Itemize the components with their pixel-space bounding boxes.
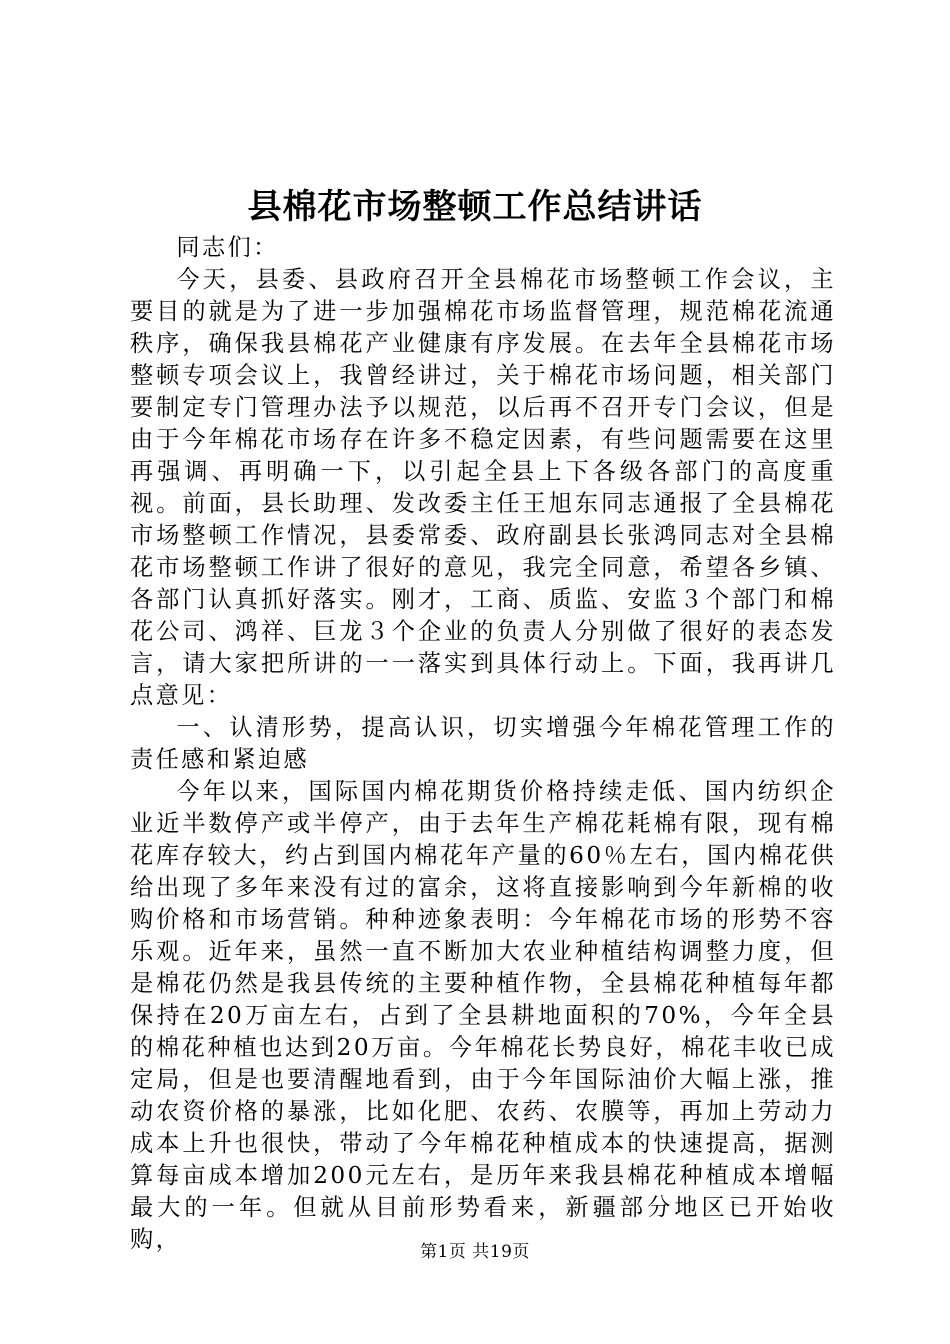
document-body [130, 232, 836, 1256]
intro-paragraph: 今天，县委、县政府召开全县棉花市场整顿工作会议，主要目的就是为了进一步加强棉花市场监督管理，规范棉花流通秩序，确保我县棉花产业健康有序发展。在去年全县棉花市场整顿专项会议上，我曾经讲过，关于棉花市场问题，相关部门要制定专门管理办法予以规范，以后再不召开专门会议，但是由于今年棉花市场存在许多不稳定因素，有些问题需要在这里再强调、再明确一下，以引起全县上下各级各部门的高度重视。前面，县长助理、发改委主任王旭东同志通报了全县棉花市场整顿工作情况，县委常委、政府副县长张鸿同志对全县棉花市场整顿工作讲了很好的意见，我完全同意，希望各乡镇、各部门认真抓好落实。刚才，工商、质监、安监３个部门和棉花公司、鸿祥、巨龙３个企业的负责人分别做了很好的表态发言，请大家把所讲的一一落实到具体行动上。下面，我再讲几点意见： [130, 266, 836, 709]
section-heading: 一、认清形势，提高认识，切实增强今年棉花管理工作的责任感和紧迫感 [130, 714, 836, 773]
page-footer: 第1页 共19页 [420, 1242, 530, 1262]
salutation-paragraph: 同志们： [176, 234, 279, 261]
body-paragraph: 今年以来，国际国内棉花期货价格持续走低、国内纺织企业近半数停产或半停产，由于去年生产棉花耗棉有限，现有棉花库存较大，约占到国内棉花年产量的60％左右，国内棉花供给出现了多年来没有过的富余，这将直接影响到今年新棉的收购价格和市场营销。种种迹象表明：今年棉花市场的形势不容乐观。近年来，虽然一直不断加大农业种植结构调整力度，但是棉花仍然是我县传统的主要种植作物，全县棉花种植每年都保持在20万亩左右，占到了全县耕地面积的70%，今年全县的棉花种植也达到20万亩。今年棉花长势良好，棉花丰收已成定局，但是也要清醒地看到，由于今年国际油价大幅上涨，推动农资价格的暴涨，比如化肥、农药、农膜等，再加上劳动力成本上升也很快，带动了今年棉花种植成本的快速提高，据测算每亩成本增加200元左右，是历年来我县棉花种植成本增幅最大的一年。但就从目前形势看来，新疆部分地区已开始收购， [130, 778, 836, 1253]
document-title: 县棉花市场整顿工作总结讲话 [247, 187, 703, 227]
